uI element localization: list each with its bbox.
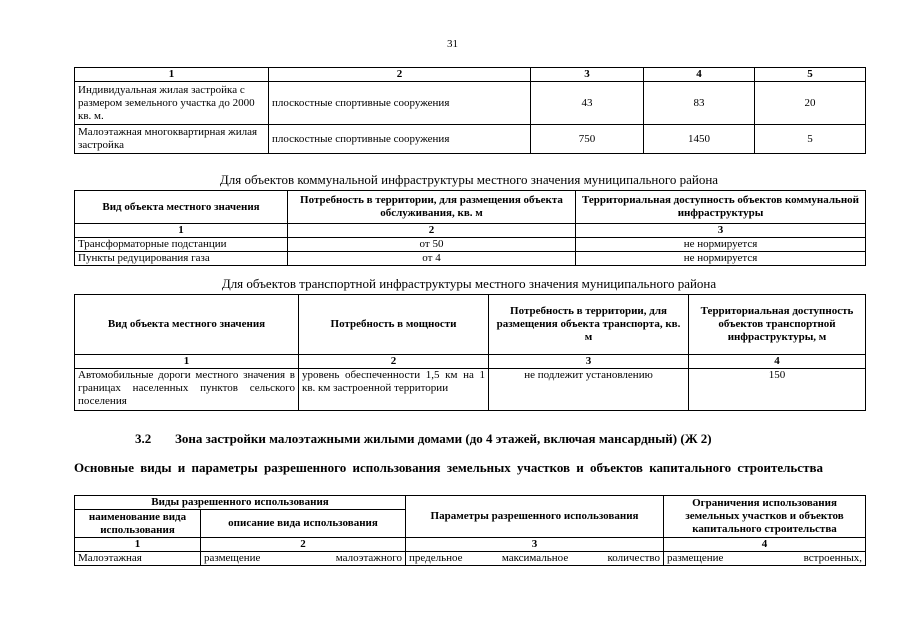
column-header: описание вида использования (201, 510, 406, 538)
table-cell: не подлежит установлению (489, 369, 689, 411)
column-number: 5 (755, 68, 866, 82)
column-header: Потребность в территории, для размещения объекта обслуживания, кв. м (288, 191, 576, 224)
section-number: 3.2 (135, 431, 152, 446)
table-cell: от 50 (288, 238, 576, 252)
column-number: 4 (644, 68, 755, 82)
table-row (75, 369, 866, 411)
table-caption-communal: Для объектов коммунальной инфраструктуры местного значения муниципального района (219, 172, 719, 187)
page-number: 31 (447, 38, 458, 50)
subheading: Основные виды и параметры разрешенного использования земельных участков и объектов капитального строительства (74, 460, 823, 475)
column-number: 3 (576, 224, 866, 238)
table-cell: уровень обеспеченности 1,5 км на 1 кв. км застроенной территории (299, 369, 489, 411)
table-header-row (75, 295, 866, 355)
table-row (75, 125, 866, 154)
table-cell: Малоэтажная (75, 552, 201, 566)
table-cell: не нормируется (576, 238, 866, 252)
column-header: Территориальная доступность объектов транспортной инфраструктуры, м (689, 295, 866, 355)
table-cell: Пункты редуцирования газа (75, 252, 288, 266)
table-cell: 43 (531, 82, 644, 125)
table-cell: предельное максимальное количество (406, 552, 664, 566)
table-cell: размещение встроенных, (664, 552, 866, 566)
table-cell: от 4 (288, 252, 576, 266)
column-header: Вид объекта местного значения (75, 191, 288, 224)
table-row (75, 82, 866, 125)
table-cell: 83 (644, 82, 755, 125)
table-cell: Малоэтажная многоквартирная жилая застройка (75, 125, 269, 154)
table-header-row (75, 191, 866, 224)
section-title: Зона застройки малоэтажными жилыми домами (до 4 этажей, включая мансардный) (Ж 2) (175, 431, 712, 446)
table-cell: Трансформаторные подстанции (75, 238, 288, 252)
column-number: 2 (269, 68, 531, 82)
table-sports-facilities (74, 67, 866, 154)
column-number: 3 (531, 68, 644, 82)
column-number: 1 (75, 68, 269, 82)
column-header: Параметры разрешенного использования (406, 496, 664, 538)
column-number: 2 (288, 224, 576, 238)
column-number: 2 (201, 538, 406, 552)
column-header: Вид объекта местного значения (75, 295, 299, 355)
table-cell: 20 (755, 82, 866, 125)
column-header: Потребность в мощности (299, 295, 489, 355)
table-cell: 750 (531, 125, 644, 154)
table-cell: 1450 (644, 125, 755, 154)
table-header-row (75, 68, 866, 82)
table-row (75, 252, 866, 266)
table-cell: 150 (689, 369, 866, 411)
table-row (75, 238, 866, 252)
table-communal-infrastructure (74, 190, 866, 266)
column-number: 3 (406, 538, 664, 552)
column-header: Ограничения использования земельных участков и объектов капитального строительства (664, 496, 866, 538)
table-cell: размещение малоэтажного (201, 552, 406, 566)
table-caption-transport: Для объектов транспортной инфраструктуры местного значения муниципального района (221, 276, 717, 291)
table-header-row (75, 496, 866, 510)
table-number-row (75, 224, 866, 238)
column-number: 4 (689, 355, 866, 369)
table-cell: Индивидуальная жилая застройка с размером земельного участка до 2000 кв. м. (75, 82, 269, 125)
column-number: 1 (75, 538, 201, 552)
table-row (75, 552, 866, 566)
column-header: Территориальная доступность объектов коммунальной инфраструктуры (576, 191, 866, 224)
column-header: наименование вида использования (75, 510, 201, 538)
table-cell: не нормируется (576, 252, 866, 266)
table-cell: Автомобильные дороги местного значения в границах населенных пунктов сельского поселения (75, 369, 299, 411)
table-cell: 5 (755, 125, 866, 154)
table-cell: плоскостные спортивные сооружения (269, 82, 531, 125)
table-number-row (75, 538, 866, 552)
column-number: 4 (664, 538, 866, 552)
column-group-header: Виды разрешенного использования (75, 496, 406, 510)
column-number: 1 (75, 355, 299, 369)
table-permitted-use (74, 495, 866, 566)
column-number: 3 (489, 355, 689, 369)
column-header: Потребность в территории, для размещения объекта транспорта, кв. м (489, 295, 689, 355)
table-transport-infrastructure (74, 294, 866, 411)
column-number: 2 (299, 355, 489, 369)
column-number: 1 (75, 224, 288, 238)
section-heading (135, 431, 712, 447)
table-cell: плоскостные спортивные сооружения (269, 125, 531, 154)
table-number-row (75, 355, 866, 369)
